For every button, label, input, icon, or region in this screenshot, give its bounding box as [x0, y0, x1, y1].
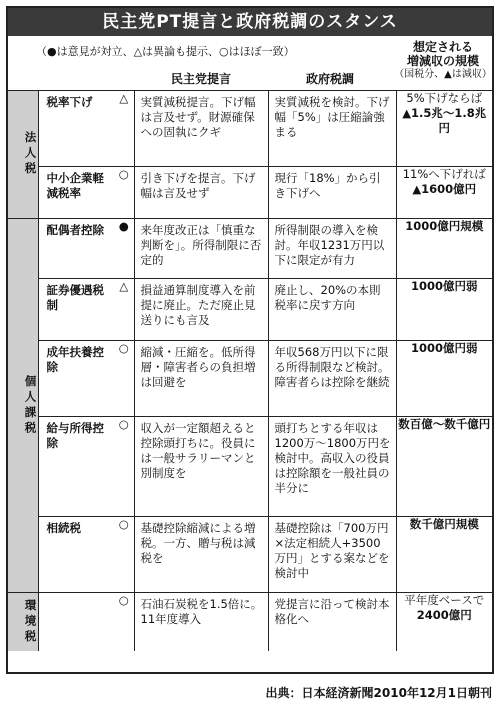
revenue-cell: 1000億円規模 [396, 219, 492, 279]
legend: （●は意見が対立、△は異論も提示、○はほぼ一致） [36, 45, 295, 58]
table-row [8, 517, 492, 593]
agreement-mark: ○ [114, 167, 134, 219]
proposal-cell: 引き下げを提言。下げ幅は言及せず [134, 167, 268, 219]
proposal-cell: 損益通算制度導入を前提に廃止。ただ廃止見送りにも言及 [134, 279, 268, 341]
column-header-revenue [394, 40, 492, 82]
row-item [38, 593, 114, 651]
table-row [8, 219, 492, 279]
revenue-cell: 数千億円規模 [396, 517, 492, 593]
revenue-subtitle: （国税分、▲は減収） [394, 69, 492, 80]
govt-cell: 基礎控除は「700万円×法定相続人+3500万円」とする案などを検討中 [268, 517, 396, 593]
agreement-mark: ● [114, 219, 134, 279]
column-header-proposal: 民主党提言 [170, 72, 231, 86]
revenue-cell: 数百億〜数千億円 [396, 417, 492, 517]
agreement-mark: △ [114, 91, 134, 167]
revenue-cell: 平年度ベースで 2400億円 [396, 593, 492, 651]
revenue-cell: 11%へ下げれば ▲1600億円 [396, 167, 492, 219]
govt-cell: 所得制限の導入を検討。年収1231万円以下に限定が有力 [268, 219, 396, 279]
row-item: 配偶者控除 [38, 219, 114, 279]
revenue-cell: 1000億円弱 [396, 341, 492, 417]
govt-cell: 頭打ちとする年収は1200万〜1800万円を検討中。高収入の役員は控除額を一般社員の半分に [268, 417, 396, 517]
govt-cell: 現行「18%」から引き下げへ [268, 167, 396, 219]
proposal-cell: 収入が一定額超えると控除頭打ちに。役員には一般サラリーマンと別制度を [134, 417, 268, 517]
govt-cell: 党提言に沿って検討本格化へ [268, 593, 396, 651]
agreement-mark: ○ [114, 417, 134, 517]
category-individual: 個人課税 [8, 219, 38, 593]
agreement-mark: △ [114, 279, 134, 341]
comparison-table [8, 90, 492, 651]
agreement-mark: ○ [114, 593, 134, 651]
revenue-cell: 1000億円弱 [396, 279, 492, 341]
proposal-cell: 石油石炭税を1.5倍に。11年度導入 [134, 593, 268, 651]
agreement-mark: ○ [114, 341, 134, 417]
revenue-cell: 5%下げならば ▲1.5兆〜1.8兆円 [396, 91, 492, 167]
row-item: 税率下げ [38, 91, 114, 167]
row-item: 相続税 [38, 517, 114, 593]
row-item: 中小企業軽減税率 [38, 167, 114, 219]
table-row [8, 417, 492, 517]
govt-cell: 年収568万円以下に限る所得制限など検討。障害者らは控除を継続 [268, 341, 396, 417]
proposal-cell: 来年度改正は「慎重な判断を」。所得制限に否定的 [134, 219, 268, 279]
page-title: 民主党PT提言と政府税調のスタンス [8, 8, 492, 36]
revenue-title2: 増減収の規模 [406, 54, 479, 68]
agreement-mark: ○ [114, 517, 134, 593]
table-row [8, 91, 492, 167]
proposal-cell: 縮減・圧縮を。低所得層・障害者らの負担増は回避を [134, 341, 268, 417]
proposal-cell: 基礎控除縮減による増税。一方、贈与税は減税を [134, 517, 268, 593]
row-item: 給与所得控除 [38, 417, 114, 517]
category-corporate: 法人税 [8, 91, 38, 219]
tax-stance-table [6, 6, 494, 674]
column-header-govt: 政府税調 [305, 72, 354, 86]
source-citation: 出典：日本経済新聞2010年12月1日朝刊 [265, 686, 492, 700]
category-environment: 環境税 [8, 593, 38, 651]
proposal-cell: 実質減税提言。下げ幅は言及せず。財源確保への固執にクギ [134, 91, 268, 167]
govt-cell: 廃止し、20%の本則税率に戻す方向 [268, 279, 396, 341]
govt-cell: 実質減税を検討。下げ幅「5%」は圧縮論強まる [268, 91, 396, 167]
row-item: 成年扶養控除 [38, 341, 114, 417]
table-row [8, 279, 492, 341]
table-row [8, 167, 492, 219]
revenue-title: 想定される [412, 40, 473, 54]
table-row [8, 341, 492, 417]
table-row [8, 593, 492, 651]
row-item: 証券優遇税制 [38, 279, 114, 341]
